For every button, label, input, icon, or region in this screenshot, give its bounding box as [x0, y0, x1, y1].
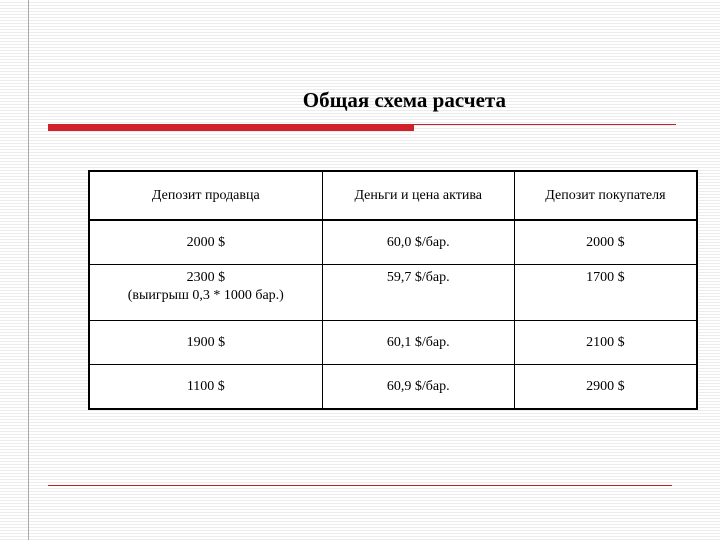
header-seller-deposit: Депозит продавца: [89, 171, 322, 220]
table-row: [89, 365, 697, 410]
table-row: [89, 220, 697, 265]
seller-deposit-cell: 1900 $: [89, 321, 322, 365]
price-cell: 59,7 $/бар.: [322, 265, 514, 321]
header-money-price: Деньги и цена актива: [322, 171, 514, 220]
buyer-deposit-cell: 1700 $: [514, 265, 697, 321]
price-cell: 60,0 $/бар.: [322, 220, 514, 265]
table-row: [89, 321, 697, 365]
title-underline-line: [414, 124, 676, 125]
seller-gain-note: (выигрыш 0,3 * 1000 бар.): [127, 288, 284, 303]
buyer-deposit-cell: 2900 $: [514, 365, 697, 410]
seller-deposit-cell: 1100 $: [89, 365, 322, 410]
left-margin-rule: [28, 0, 29, 540]
header-buyer-deposit: Депозит покупателя: [514, 171, 697, 220]
buyer-deposit-cell: 2000 $: [514, 220, 697, 265]
table-row: [89, 265, 697, 321]
seller-deposit-value: 2300 $: [186, 270, 226, 285]
title-underline-bar: [48, 124, 414, 131]
footer-rule: [48, 485, 672, 486]
price-cell: 60,9 $/бар.: [322, 365, 514, 410]
seller-deposit-cell: 2000 $: [186, 234, 226, 250]
settlement-table: [88, 170, 698, 410]
table-header-row: [89, 171, 697, 220]
slide-title: Общая схема расчета: [302, 88, 506, 112]
buyer-deposit-cell: 2100 $: [514, 321, 697, 365]
seller-deposit-cell: [89, 265, 322, 321]
price-cell: 60,1 $/бар.: [322, 321, 514, 365]
